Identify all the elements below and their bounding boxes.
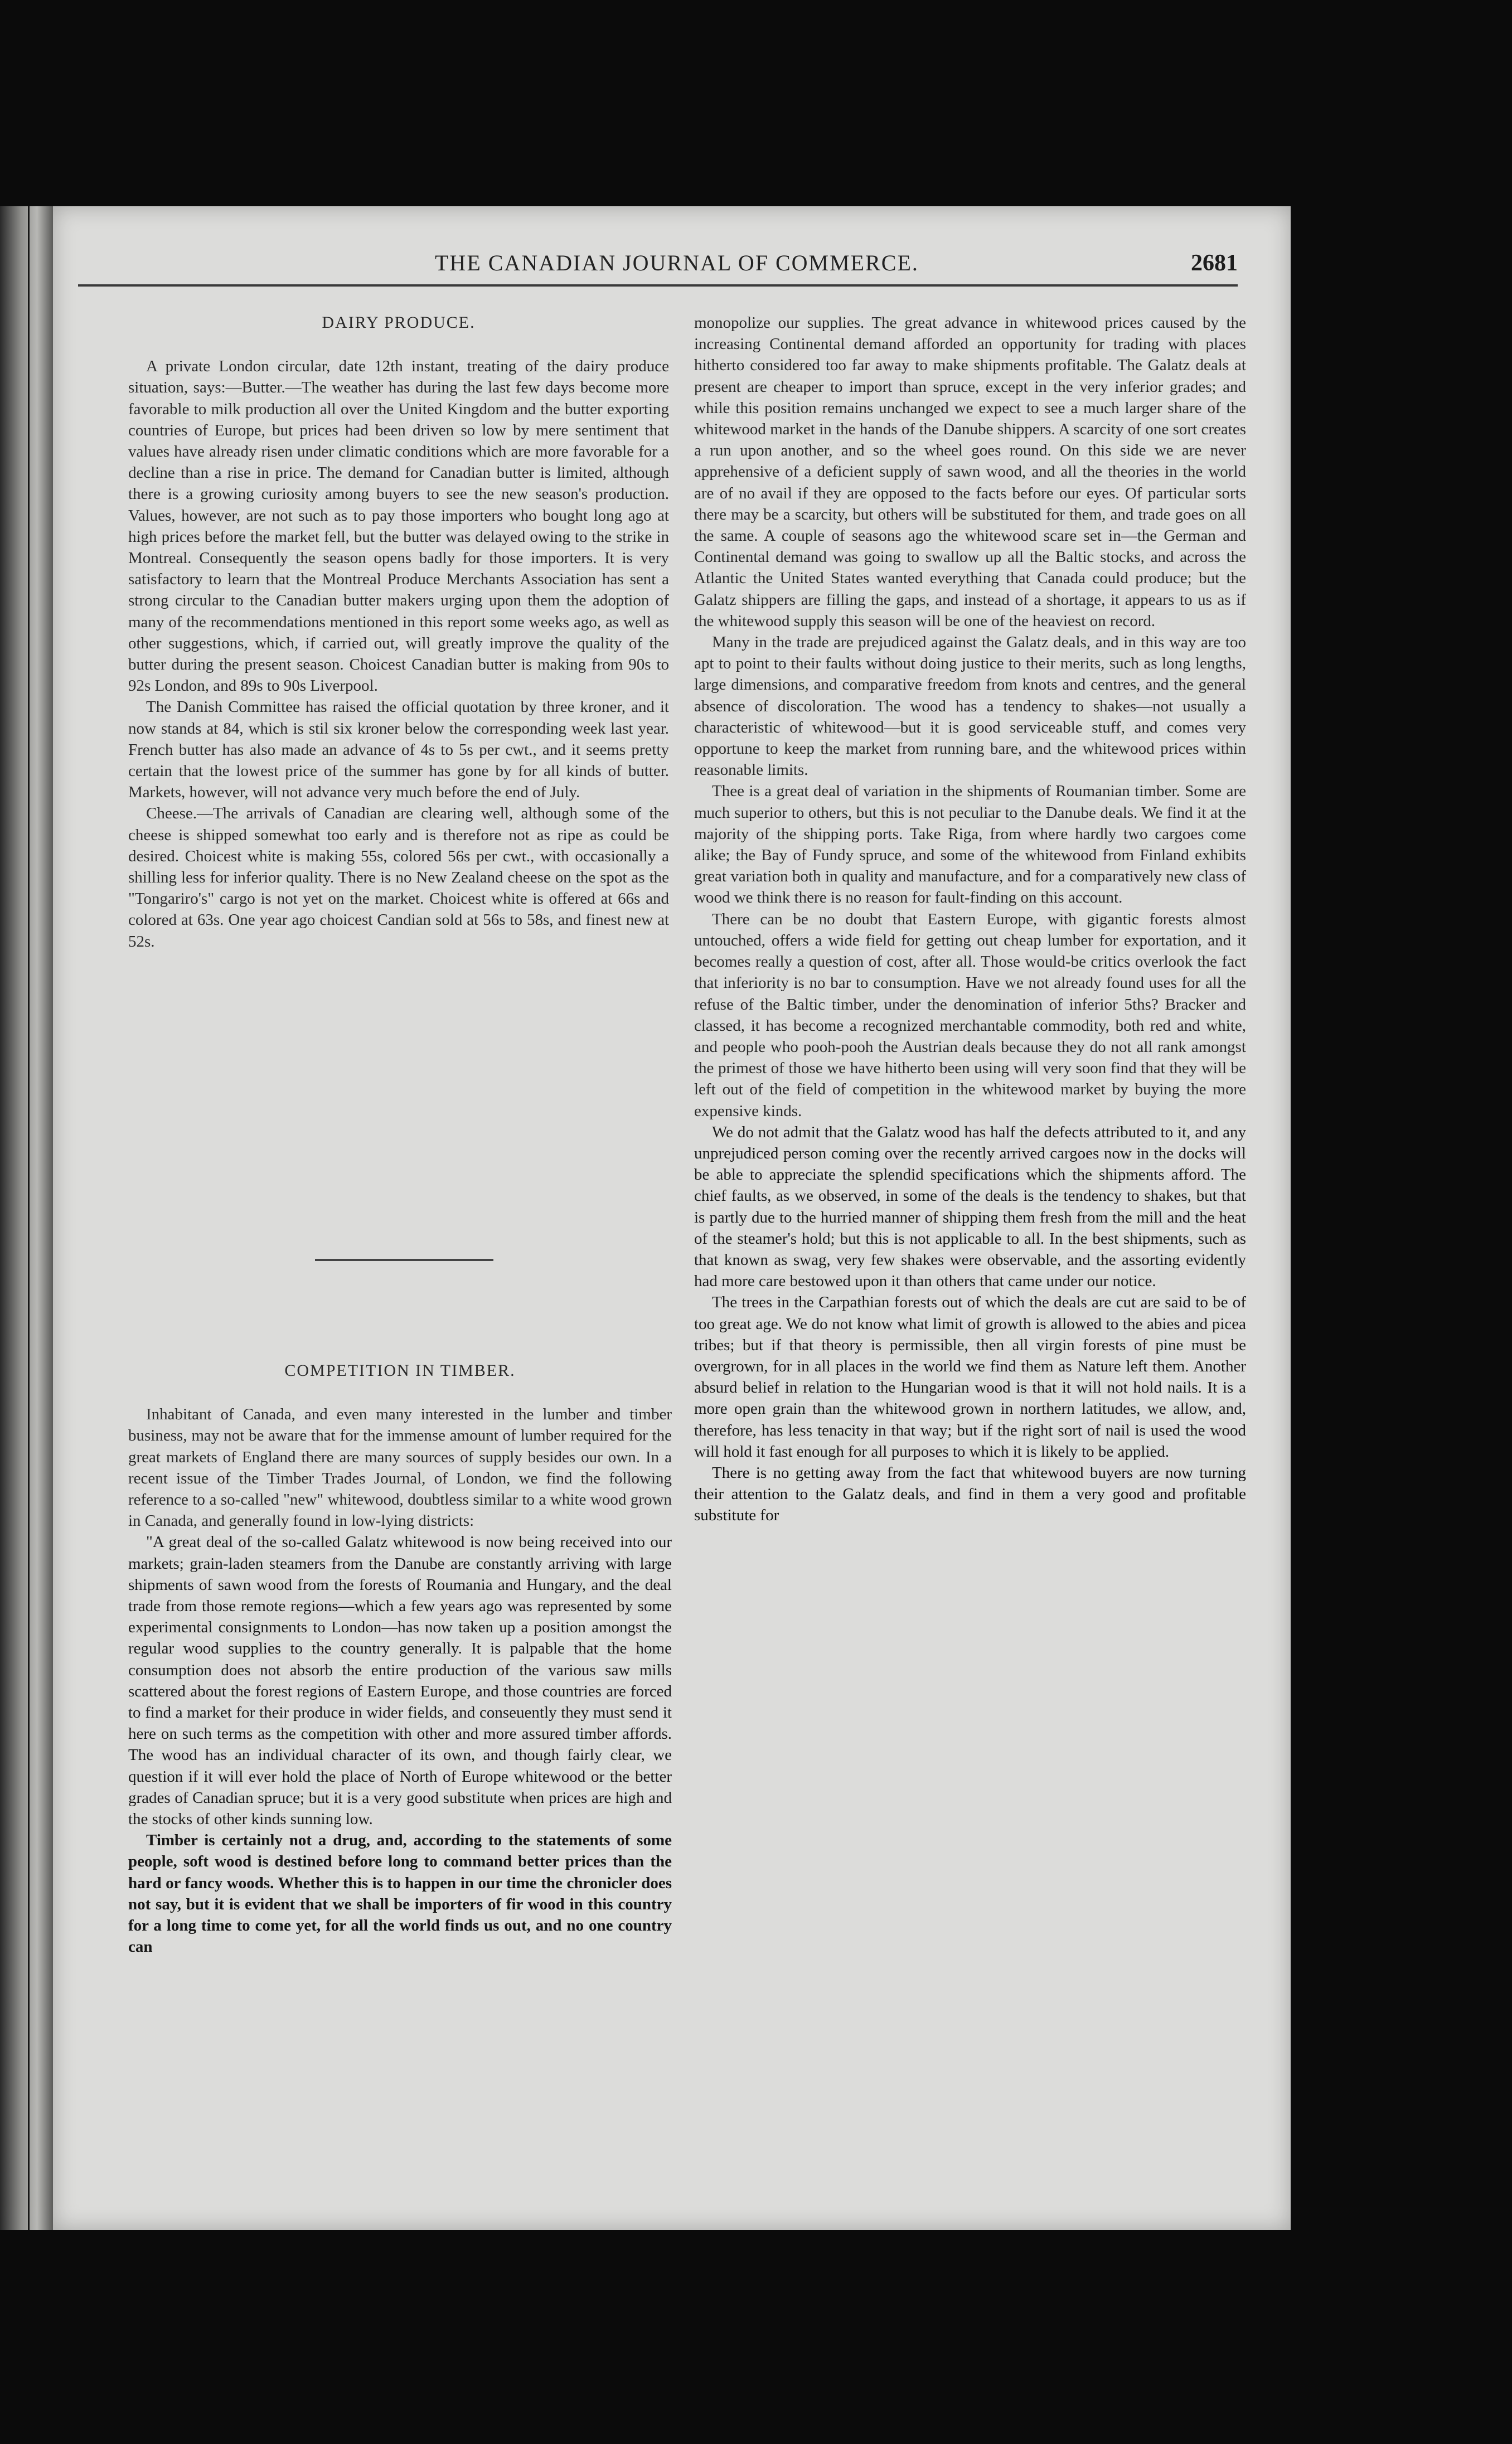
page-fold xyxy=(0,206,53,2230)
section-divider xyxy=(315,1259,493,1261)
article-paragraph: Many in the trade are prejudiced against the Galatz deals, and in this way are too apt to point to their faults without doing justice to their merits, such as long lengths, large dimensions, and comparative freedom from knots and centres, and the general absence of discoloration. The wood has a tendency to shakes—not usually a characteristic of whitewood—but it is good serviceable stuff, and comes very opportune to keep the market from running bare, and the whitewood prices within reasonable limits. xyxy=(694,633,1246,779)
timber-article-continued xyxy=(694,312,1246,1526)
binding-spine xyxy=(28,206,30,2230)
article-heading: DAIRY PRODUCE. xyxy=(322,313,476,332)
article-paragraph: The Danish Committee has raised the official quotation by three kroner, and it now stands at 84, which is stil six kroner below the corresponding week last year. French butter has also made an advance of 4s to 5s per cwt., and it seems pretty certain that the lowest price of the summer has gone by for all kinds of butter. Markets, however, will not advance very much before the end of July. xyxy=(128,698,669,802)
article-paragraph: A private London circular, date 12th instant, treating of the dairy produce situation, says:—Butter.—The weather has during the last few days become more favorable to milk production all over the United Kingdom and the butter exporting countries of Europe, but prices had been driven so low by mere sentiment that values have already risen under climatic conditions which are more favorable for a decline than a rise in price. The demand for Canadian butter is limited, although there is a growing curiosity among buyers to see the new season's production. Values, however, are not such as to pay those importers who bought long ago at high prices before the market fell, but the butter was delayed owing to the strike in Montreal. Consequently the season opens badly for those importers. It is very satisfactory to learn that the Montreal Produce Merchants Association has sent a strong circular to the Canadian butter makers urging upon them the adoption of many of the recommendations mentioned in this report some weeks ago, as well as other suggestions, which, if carried out, will greatly improve the quality of the butter during the present season. Choicest Canadian butter is making from 90s to 92s London, and 89s to 90s Liverpool. xyxy=(128,357,669,695)
page-number: 2681 xyxy=(1191,250,1238,276)
competition-in-timber-article xyxy=(128,1360,672,1957)
page-header xyxy=(78,250,1238,283)
article-paragraph: We do not admit that the Galatz wood has half the defects attributed to it, and any unprejudiced person coming over the recently arrived cargoes now in the docks will be able to appreciate the splendid specifications which the shipments afford. The chief faults, as we observed, in some of the deals is the tendency to shakes, but that is partly due to the hurried manner of shipping them fresh from the mill and the heat of the steamer's hold; but this is not applicable to all. In the best shipments, such as that known as swag, very few shakes were observable, and the assorting evidently had more care bestowed upon it than others that came under our notice. xyxy=(694,1123,1246,1291)
header-rule xyxy=(78,284,1238,287)
article-paragraph: Timber is certainly not a drug, and, according to the statements of some people, soft wood is destined before long to command better prices than the hard or fancy woods. Whether this is to happen in our time the chronicler does not say, but it is evident that we shall be importers of fir wood in this country for a long time to come yet, for all the world finds us out, and no one country can xyxy=(128,1831,672,1956)
article-paragraph: There is no getting away from the fact that whitewood buyers are now turning their attention to the Galatz deals, and find in them a very good and profitable substitute for xyxy=(694,1463,1246,1525)
article-paragraph: "A great deal of the so-called Galatz whitewood is now being received into our markets; grain-laden steamers from the Danube are constantly arriving with large shipments of sawn wood from the forests of Roumania and Hungary, and the deal trade from those remote regions—which a few years ago was represented by some experimental consignments to London—has now taken up a position amongst the regular wood supplies to the country generally. It is palpable that the home consumption does not absorb the entire production of the various saw mills scattered about the forest regions of Eastern Europe, and those countries are forced to find a market for their produce in wider fields, and conseuently they must send it here on such terms as the competition with other and more assured timber affords. The wood has an individual character of its own, and though fairly clear, we question if it will ever hold the place of North of Europe whitewood or the better grades of Canadian spruce; but it is a very good substitute when prices are high and the stocks of other kinds sunning low. xyxy=(128,1533,672,1829)
article-paragraph: There can be no doubt that Eastern Europe, with gigantic forests almost untouched, offers a wide field for getting out cheap lumber for exportation, and it becomes really a question of cost, after all. Those would-be critics overlook the fact that inferiority is no bar to consumption. Have we not already found uses for all the refuse of the Baltic timber, under the denomination of inferior 5ths? Bracker and classed, it has become a recognized merchantable commodity, both red and white, and people who pooh-pooh the Austrian deals because they do not all rank amongst the primest of those we have hitherto been using will very soon find that they will be left out of the field of competition in the whitewood market by buying the more expensive kinds. xyxy=(694,910,1246,1120)
article-heading: COMPETITION IN TIMBER. xyxy=(284,1361,516,1380)
journal-title: THE CANADIAN JOURNAL OF COMMERCE. xyxy=(435,250,919,275)
article-paragraph: monopolize our supplies. The great advance in whitewood prices caused by the increasing Continental demand afforded an opportunity for trading with places hitherto considered too far away to make shipments profitable. The Galatz deals at present are cheaper to import than spruce, except in the very inferior grades; and while this position remains unchanged we expect to see a much larger share of the whitewood market in the hands of the Danube shippers. A scarcity of one sort creates a run upon another, and so the wheel goes round. On this side we are never apprehensive of a deficient supply of sawn wood, and all the theories in the world are of no avail if they are opposed to the facts before our eyes. Of particular sorts there may be a scarcity, but others will be substituted for them, and trade goes on all the same. A couple of seasons ago the whitewood scare set in—the German and Continental demand was going to swallow up all the Baltic stocks, and across the Atlantic the United States wanted everything that Canada could produce; but the Galatz shippers are filling the gaps, and instead of a shortage, it appears to us as if the whitewood supply this season will be one of the heaviest on record. xyxy=(694,314,1246,630)
article-paragraph: The trees in the Carpathian forests out of which the deals are cut are said to be of too great age. We do not know what limit of growth is allowed to the abies and picea tribes; but if that theory is permissible, then all virgin forests of pine must be overgrown, for in all places in the world we find them as Nature left them. Another absurd belief in relation to the Hungarian wood is that it will not hold nails. It is a more open grain than the whitewood grown in northern latitudes, we allow, and, therefore, has less tenacity in that way; but if the right sort of nail is used the wood will hold it fast enough for all purposes to which it is likely to be applied. xyxy=(694,1293,1246,1461)
dairy-produce-article xyxy=(128,312,669,952)
article-paragraph: Thee is a great deal of variation in the shipments of Roumanian timber. Some are much superior to others, but this is not peculiar to the Danube deals. We find it at the majority of the shipping ports. Take Riga, from where hardly two cargoes come alike; the Bay of Fundy spruce, and some of the whitewood from Finland exhibits great variation both in quality and manufacture, and for a comparatively new class of wood we think there is no reason for fault-finding on this account. xyxy=(694,782,1246,907)
article-paragraph: Inhabitant of Canada, and even many interested in the lumber and timber business, may not be aware that for the immense amount of lumber required for the great markets of England there are many sources of supply besides our own. In a recent issue of the Timber Trades Journal, of London, we find the following reference to a so-called "new" whitewood, doubtless similar to a white wood grown in Canada, and generally found in low-lying districts: xyxy=(128,1405,672,1530)
article-paragraph: Cheese.—The arrivals of Canadian are clearing well, although some of the cheese is shipped somewhat too early and is therefore not as ripe as could be desired. Choicest white is making 55s, colored 56s per cwt., with occasionally a shilling less for inferior quality. There is no New Zealand cheese on the spot as the "Tongariro's" cargo is not yet on the market. Choicest white is offered at 66s and colored at 63s. One year ago choicest Candian sold at 56s to 58s, and finest new at 52s. xyxy=(128,804,669,951)
